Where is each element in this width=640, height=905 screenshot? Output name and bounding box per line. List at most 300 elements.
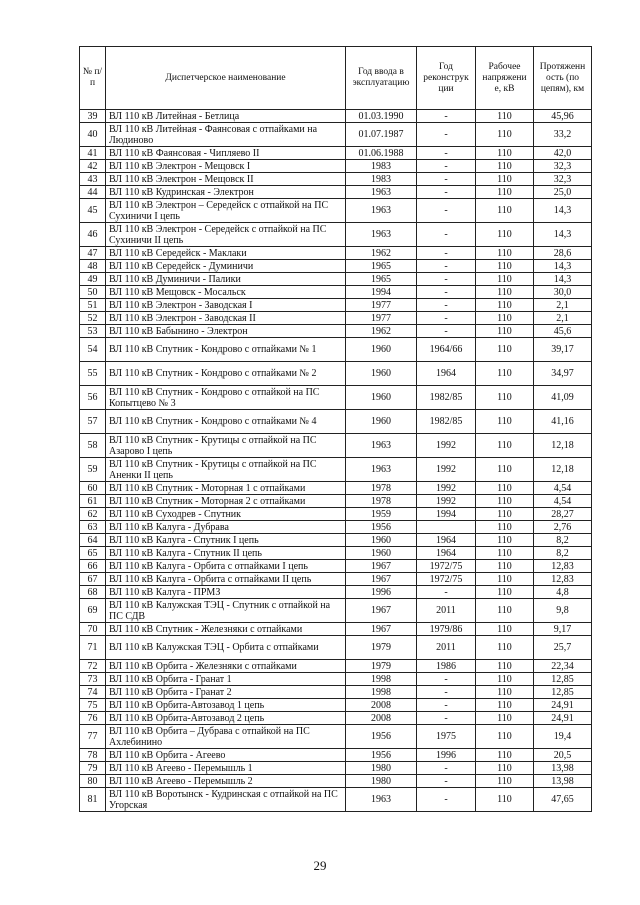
cell-line-name: ВЛ 110 кВ Калуга - Спутник II цепь bbox=[106, 547, 346, 560]
cell-voltage: 110 bbox=[476, 160, 534, 173]
cell-length: 32,3 bbox=[534, 160, 592, 173]
cell-length: 30,0 bbox=[534, 286, 592, 299]
cell-commission-year: 1983 bbox=[346, 160, 417, 173]
table-row bbox=[80, 299, 592, 312]
cell-line-name: ВЛ 110 кВ Орбита – Дубрава с отпайкой на ПС Ахлебинино bbox=[106, 725, 346, 749]
cell-commission-year: 01.07.1987 bbox=[346, 123, 417, 147]
cell-voltage: 110 bbox=[476, 286, 534, 299]
cell-reconstruction-year: 1964/66 bbox=[417, 338, 476, 362]
cell-line-name: ВЛ 110 кВ Калужская ТЭЦ - Спутник с отпайкой на ПС СДВ bbox=[106, 599, 346, 623]
table-row bbox=[80, 386, 592, 410]
cell-voltage: 110 bbox=[476, 362, 534, 386]
cell-voltage: 110 bbox=[476, 508, 534, 521]
cell-reconstruction-year: 1982/85 bbox=[417, 386, 476, 410]
cell-row-number: 53 bbox=[80, 325, 106, 338]
cell-line-name: ВЛ 110 кВ Орбита - Гранат 2 bbox=[106, 686, 346, 699]
table-row bbox=[80, 110, 592, 123]
cell-voltage: 110 bbox=[476, 725, 534, 749]
cell-length: 12,83 bbox=[534, 573, 592, 586]
cell-length: 13,98 bbox=[534, 762, 592, 775]
cell-line-name: ВЛ 110 кВ Орбита - Агеево bbox=[106, 749, 346, 762]
cell-voltage: 110 bbox=[476, 547, 534, 560]
cell-row-number: 74 bbox=[80, 686, 106, 699]
cell-voltage: 110 bbox=[476, 673, 534, 686]
cell-voltage: 110 bbox=[476, 788, 534, 812]
cell-commission-year: 1960 bbox=[346, 410, 417, 434]
cell-commission-year: 1994 bbox=[346, 286, 417, 299]
cell-length: 12,18 bbox=[534, 458, 592, 482]
cell-commission-year: 1963 bbox=[346, 434, 417, 458]
table-row bbox=[80, 599, 592, 623]
cell-reconstruction-year: 1992 bbox=[417, 458, 476, 482]
cell-row-number: 40 bbox=[80, 123, 106, 147]
cell-length: 2,76 bbox=[534, 521, 592, 534]
cell-row-number: 56 bbox=[80, 386, 106, 410]
cell-line-name: ВЛ 110 кВ Орбита-Автозавод 1 цепь bbox=[106, 699, 346, 712]
cell-row-number: 42 bbox=[80, 160, 106, 173]
cell-line-name: ВЛ 110 кВ Спутник - Моторная 1 с отпайками bbox=[106, 482, 346, 495]
cell-voltage: 110 bbox=[476, 338, 534, 362]
cell-voltage: 110 bbox=[476, 223, 534, 247]
cell-row-number: 62 bbox=[80, 508, 106, 521]
cell-commission-year: 1998 bbox=[346, 686, 417, 699]
cell-commission-year: 1967 bbox=[346, 573, 417, 586]
cell-voltage: 110 bbox=[476, 686, 534, 699]
cell-reconstruction-year: 1964 bbox=[417, 362, 476, 386]
cell-reconstruction-year: 1996 bbox=[417, 749, 476, 762]
cell-length: 39,17 bbox=[534, 338, 592, 362]
cell-voltage: 110 bbox=[476, 260, 534, 273]
cell-reconstruction-year: - bbox=[417, 686, 476, 699]
cell-reconstruction-year: 1986 bbox=[417, 660, 476, 673]
cell-length: 4,54 bbox=[534, 495, 592, 508]
cell-line-name: ВЛ 110 кВ Спутник - Кондрово с отпайкой на ПС Копытцево № 3 bbox=[106, 386, 346, 410]
cell-commission-year: 1967 bbox=[346, 560, 417, 573]
cell-line-name: ВЛ 110 кВ Суходрев - Спутник bbox=[106, 508, 346, 521]
cell-voltage: 110 bbox=[476, 495, 534, 508]
cell-commission-year: 2008 bbox=[346, 712, 417, 725]
cell-commission-year: 1956 bbox=[346, 749, 417, 762]
cell-length: 33,2 bbox=[534, 123, 592, 147]
cell-row-number: 49 bbox=[80, 273, 106, 286]
cell-row-number: 64 bbox=[80, 534, 106, 547]
cell-commission-year: 1960 bbox=[346, 534, 417, 547]
table-row bbox=[80, 325, 592, 338]
cell-line-name: ВЛ 110 кВ Спутник - Кондрово с отпайками № 4 bbox=[106, 410, 346, 434]
cell-row-number: 61 bbox=[80, 495, 106, 508]
cell-row-number: 51 bbox=[80, 299, 106, 312]
cell-reconstruction-year bbox=[417, 521, 476, 534]
cell-voltage: 110 bbox=[476, 521, 534, 534]
cell-commission-year: 1962 bbox=[346, 247, 417, 260]
cell-reconstruction-year: 1972/75 bbox=[417, 573, 476, 586]
table-row bbox=[80, 160, 592, 173]
cell-reconstruction-year: - bbox=[417, 223, 476, 247]
header-voltage: Рабочее напряжени е, кВ bbox=[476, 47, 534, 110]
table-row bbox=[80, 788, 592, 812]
cell-line-name: ВЛ 110 кВ Спутник - Крутицы с отпайкой на ПС Азарово I цепь bbox=[106, 434, 346, 458]
cell-length: 4,54 bbox=[534, 482, 592, 495]
cell-length: 12,18 bbox=[534, 434, 592, 458]
cell-commission-year: 01.06.1988 bbox=[346, 147, 417, 160]
cell-length: 12,83 bbox=[534, 560, 592, 573]
cell-row-number: 55 bbox=[80, 362, 106, 386]
table-row bbox=[80, 521, 592, 534]
cell-voltage: 110 bbox=[476, 712, 534, 725]
cell-reconstruction-year: - bbox=[417, 699, 476, 712]
cell-commission-year: 1956 bbox=[346, 521, 417, 534]
cell-row-number: 63 bbox=[80, 521, 106, 534]
cell-voltage: 110 bbox=[476, 434, 534, 458]
cell-row-number: 80 bbox=[80, 775, 106, 788]
cell-commission-year: 1979 bbox=[346, 636, 417, 660]
cell-row-number: 46 bbox=[80, 223, 106, 247]
cell-voltage: 110 bbox=[476, 299, 534, 312]
cell-reconstruction-year: 1972/75 bbox=[417, 560, 476, 573]
cell-line-name: ВЛ 110 кВ Электрон - Мещовск I bbox=[106, 160, 346, 173]
cell-voltage: 110 bbox=[476, 199, 534, 223]
cell-voltage: 110 bbox=[476, 410, 534, 434]
cell-line-name: ВЛ 110 кВ Электрон - Заводская I bbox=[106, 299, 346, 312]
cell-reconstruction-year: - bbox=[417, 712, 476, 725]
cell-reconstruction-year: 1964 bbox=[417, 547, 476, 560]
cell-length: 14,3 bbox=[534, 199, 592, 223]
cell-row-number: 66 bbox=[80, 560, 106, 573]
cell-length: 2,1 bbox=[534, 312, 592, 325]
cell-reconstruction-year: 1992 bbox=[417, 482, 476, 495]
cell-length: 28,27 bbox=[534, 508, 592, 521]
cell-commission-year: 1978 bbox=[346, 482, 417, 495]
cell-voltage: 110 bbox=[476, 173, 534, 186]
cell-voltage: 110 bbox=[476, 762, 534, 775]
cell-length: 25,7 bbox=[534, 636, 592, 660]
cell-reconstruction-year: - bbox=[417, 123, 476, 147]
header-year-in: Год ввода в эксплуатацию bbox=[346, 47, 417, 110]
cell-row-number: 79 bbox=[80, 762, 106, 775]
cell-row-number: 77 bbox=[80, 725, 106, 749]
cell-line-name: ВЛ 110 кВ Середейск - Маклаки bbox=[106, 247, 346, 260]
table-row bbox=[80, 560, 592, 573]
table-row bbox=[80, 636, 592, 660]
cell-voltage: 110 bbox=[476, 325, 534, 338]
cell-reconstruction-year: - bbox=[417, 173, 476, 186]
cell-voltage: 110 bbox=[476, 623, 534, 636]
cell-reconstruction-year: - bbox=[417, 299, 476, 312]
table-row bbox=[80, 775, 592, 788]
cell-length: 32,3 bbox=[534, 173, 592, 186]
cell-row-number: 68 bbox=[80, 586, 106, 599]
cell-length: 8,2 bbox=[534, 547, 592, 560]
cell-reconstruction-year: - bbox=[417, 147, 476, 160]
cell-line-name: ВЛ 110 кВ Воротынск - Кудринская с отпайкой на ПС Угорская bbox=[106, 788, 346, 812]
cell-row-number: 71 bbox=[80, 636, 106, 660]
cell-line-name: ВЛ 110 кВ Электрон – Середейск с отпайкой на ПС Сухиничи I цепь bbox=[106, 199, 346, 223]
table-row bbox=[80, 749, 592, 762]
cell-row-number: 58 bbox=[80, 434, 106, 458]
table-row bbox=[80, 699, 592, 712]
cell-reconstruction-year: - bbox=[417, 110, 476, 123]
cell-row-number: 70 bbox=[80, 623, 106, 636]
table-row bbox=[80, 547, 592, 560]
table-row bbox=[80, 623, 592, 636]
cell-reconstruction-year: - bbox=[417, 186, 476, 199]
header-num: № п/п bbox=[80, 47, 106, 110]
cell-commission-year: 1960 bbox=[346, 362, 417, 386]
cell-length: 47,65 bbox=[534, 788, 592, 812]
table-row bbox=[80, 186, 592, 199]
cell-length: 34,97 bbox=[534, 362, 592, 386]
cell-commission-year: 1977 bbox=[346, 299, 417, 312]
cell-voltage: 110 bbox=[476, 123, 534, 147]
table-row bbox=[80, 223, 592, 247]
cell-voltage: 110 bbox=[476, 599, 534, 623]
cell-row-number: 50 bbox=[80, 286, 106, 299]
cell-voltage: 110 bbox=[476, 775, 534, 788]
cell-commission-year: 1967 bbox=[346, 599, 417, 623]
cell-line-name: ВЛ 110 кВ Литейная - Фаянсовая с отпайками на Людиново bbox=[106, 123, 346, 147]
cell-commission-year: 1977 bbox=[346, 312, 417, 325]
header-year-rec: Год реконструк ции bbox=[417, 47, 476, 110]
table-row bbox=[80, 673, 592, 686]
cell-reconstruction-year: 1979/86 bbox=[417, 623, 476, 636]
cell-line-name: ВЛ 110 кВ Мещовск - Мосальск bbox=[106, 286, 346, 299]
cell-voltage: 110 bbox=[476, 636, 534, 660]
cell-row-number: 81 bbox=[80, 788, 106, 812]
cell-row-number: 65 bbox=[80, 547, 106, 560]
cell-commission-year: 1983 bbox=[346, 173, 417, 186]
table-row bbox=[80, 123, 592, 147]
table-row bbox=[80, 410, 592, 434]
table-row bbox=[80, 725, 592, 749]
cell-row-number: 45 bbox=[80, 199, 106, 223]
cell-line-name: ВЛ 110 кВ Спутник - Кондрово с отпайками № 1 bbox=[106, 338, 346, 362]
cell-commission-year: 1967 bbox=[346, 623, 417, 636]
table-row bbox=[80, 495, 592, 508]
table-row bbox=[80, 434, 592, 458]
cell-length: 41,16 bbox=[534, 410, 592, 434]
cell-length: 14,3 bbox=[534, 223, 592, 247]
table-row bbox=[80, 273, 592, 286]
cell-voltage: 110 bbox=[476, 699, 534, 712]
table-row bbox=[80, 762, 592, 775]
cell-commission-year: 1963 bbox=[346, 223, 417, 247]
table-row bbox=[80, 660, 592, 673]
table-row bbox=[80, 338, 592, 362]
cell-row-number: 48 bbox=[80, 260, 106, 273]
cell-length: 13,98 bbox=[534, 775, 592, 788]
cell-commission-year: 1998 bbox=[346, 673, 417, 686]
cell-reconstruction-year: - bbox=[417, 160, 476, 173]
header-name: Диспетчерское наименование bbox=[106, 47, 346, 110]
cell-reconstruction-year: - bbox=[417, 762, 476, 775]
cell-commission-year: 01.03.1990 bbox=[346, 110, 417, 123]
cell-voltage: 110 bbox=[476, 560, 534, 573]
cell-voltage: 110 bbox=[476, 749, 534, 762]
cell-commission-year: 1963 bbox=[346, 199, 417, 223]
cell-row-number: 47 bbox=[80, 247, 106, 260]
cell-length: 24,91 bbox=[534, 699, 592, 712]
cell-length: 24,91 bbox=[534, 712, 592, 725]
cell-length: 41,09 bbox=[534, 386, 592, 410]
cell-length: 9,17 bbox=[534, 623, 592, 636]
cell-commission-year: 1956 bbox=[346, 725, 417, 749]
cell-row-number: 78 bbox=[80, 749, 106, 762]
cell-reconstruction-year: - bbox=[417, 199, 476, 223]
cell-voltage: 110 bbox=[476, 273, 534, 286]
table-row bbox=[80, 586, 592, 599]
cell-reconstruction-year: 1992 bbox=[417, 495, 476, 508]
cell-length: 42,0 bbox=[534, 147, 592, 160]
cell-reconstruction-year: 1982/85 bbox=[417, 410, 476, 434]
cell-commission-year: 1963 bbox=[346, 186, 417, 199]
cell-reconstruction-year: - bbox=[417, 673, 476, 686]
table-row bbox=[80, 312, 592, 325]
cell-voltage: 110 bbox=[476, 247, 534, 260]
cell-line-name: ВЛ 110 кВ Спутник - Моторная 2 с отпайками bbox=[106, 495, 346, 508]
cell-line-name: ВЛ 110 кВ Калуга - Дубрава bbox=[106, 521, 346, 534]
cell-commission-year: 1960 bbox=[346, 386, 417, 410]
cell-length: 45,96 bbox=[534, 110, 592, 123]
cell-reconstruction-year: - bbox=[417, 775, 476, 788]
cell-row-number: 44 bbox=[80, 186, 106, 199]
cell-line-name: ВЛ 110 кВ Бабынино - Электрон bbox=[106, 325, 346, 338]
table-row bbox=[80, 260, 592, 273]
cell-line-name: ВЛ 110 кВ Агеево - Перемышль 1 bbox=[106, 762, 346, 775]
table-row bbox=[80, 508, 592, 521]
power-lines-table bbox=[79, 46, 592, 812]
cell-row-number: 57 bbox=[80, 410, 106, 434]
cell-commission-year: 2008 bbox=[346, 699, 417, 712]
cell-row-number: 69 bbox=[80, 599, 106, 623]
cell-length: 4,8 bbox=[534, 586, 592, 599]
table-row bbox=[80, 458, 592, 482]
table-row bbox=[80, 147, 592, 160]
cell-commission-year: 1980 bbox=[346, 762, 417, 775]
cell-length: 14,3 bbox=[534, 260, 592, 273]
cell-row-number: 41 bbox=[80, 147, 106, 160]
cell-voltage: 110 bbox=[476, 573, 534, 586]
cell-row-number: 60 bbox=[80, 482, 106, 495]
cell-reconstruction-year: - bbox=[417, 286, 476, 299]
cell-row-number: 39 bbox=[80, 110, 106, 123]
cell-row-number: 75 bbox=[80, 699, 106, 712]
cell-line-name: ВЛ 110 кВ Думиничи - Палики bbox=[106, 273, 346, 286]
cell-reconstruction-year: - bbox=[417, 247, 476, 260]
cell-length: 20,5 bbox=[534, 749, 592, 762]
table-row bbox=[80, 573, 592, 586]
cell-reconstruction-year: 1964 bbox=[417, 534, 476, 547]
cell-length: 9,8 bbox=[534, 599, 592, 623]
cell-line-name: ВЛ 110 кВ Калуга - Орбита с отпайками I цепь bbox=[106, 560, 346, 573]
cell-reconstruction-year: 1992 bbox=[417, 434, 476, 458]
cell-line-name: ВЛ 110 кВ Калужская ТЭЦ - Орбита с отпайками bbox=[106, 636, 346, 660]
cell-voltage: 110 bbox=[476, 110, 534, 123]
table-row bbox=[80, 712, 592, 725]
table-header-row bbox=[80, 47, 592, 110]
cell-line-name: ВЛ 110 кВ Кудринская - Электрон bbox=[106, 186, 346, 199]
cell-line-name: ВЛ 110 кВ Фаянсовая - Чипляево II bbox=[106, 147, 346, 160]
cell-length: 2,1 bbox=[534, 299, 592, 312]
cell-reconstruction-year: - bbox=[417, 260, 476, 273]
cell-length: 12,85 bbox=[534, 673, 592, 686]
cell-voltage: 110 bbox=[476, 586, 534, 599]
cell-line-name: ВЛ 110 кВ Середейск - Думиничи bbox=[106, 260, 346, 273]
cell-commission-year: 1959 bbox=[346, 508, 417, 521]
cell-length: 22,34 bbox=[534, 660, 592, 673]
cell-reconstruction-year: - bbox=[417, 312, 476, 325]
cell-commission-year: 1965 bbox=[346, 260, 417, 273]
table-row bbox=[80, 482, 592, 495]
cell-voltage: 110 bbox=[476, 386, 534, 410]
cell-voltage: 110 bbox=[476, 147, 534, 160]
cell-line-name: ВЛ 110 кВ Калуга - Спутник I цепь bbox=[106, 534, 346, 547]
cell-line-name: ВЛ 110 кВ Электрон - Заводская II bbox=[106, 312, 346, 325]
cell-commission-year: 1980 bbox=[346, 775, 417, 788]
cell-reconstruction-year: 2011 bbox=[417, 636, 476, 660]
cell-line-name: ВЛ 110 кВ Спутник - Железняки с отпайками bbox=[106, 623, 346, 636]
table-body bbox=[80, 110, 592, 812]
cell-reconstruction-year: - bbox=[417, 325, 476, 338]
cell-commission-year: 1978 bbox=[346, 495, 417, 508]
cell-row-number: 72 bbox=[80, 660, 106, 673]
cell-line-name: ВЛ 110 кВ Калуга - ПРМЗ bbox=[106, 586, 346, 599]
cell-line-name: ВЛ 110 кВ Орбита - Гранат 1 bbox=[106, 673, 346, 686]
cell-length: 25,0 bbox=[534, 186, 592, 199]
table-row bbox=[80, 362, 592, 386]
cell-length: 19,4 bbox=[534, 725, 592, 749]
cell-commission-year: 1963 bbox=[346, 788, 417, 812]
table-row bbox=[80, 686, 592, 699]
table-row bbox=[80, 173, 592, 186]
cell-reconstruction-year: 2011 bbox=[417, 599, 476, 623]
cell-length: 14,3 bbox=[534, 273, 592, 286]
cell-voltage: 110 bbox=[476, 534, 534, 547]
cell-line-name: ВЛ 110 кВ Электрон - Мещовск II bbox=[106, 173, 346, 186]
cell-commission-year: 1965 bbox=[346, 273, 417, 286]
page-number: 29 bbox=[313, 858, 327, 873]
cell-line-name: ВЛ 110 кВ Спутник - Кондрово с отпайками № 2 bbox=[106, 362, 346, 386]
cell-reconstruction-year: - bbox=[417, 273, 476, 286]
cell-commission-year: 1962 bbox=[346, 325, 417, 338]
cell-line-name: ВЛ 110 кВ Электрон - Середейск с отпайкой на ПС Сухиничи II цепь bbox=[106, 223, 346, 247]
cell-reconstruction-year: 1994 bbox=[417, 508, 476, 521]
cell-voltage: 110 bbox=[476, 482, 534, 495]
table-row bbox=[80, 247, 592, 260]
cell-line-name: ВЛ 110 кВ Литейная - Бетлица bbox=[106, 110, 346, 123]
cell-line-name: ВЛ 110 кВ Орбита-Автозавод 2 цепь bbox=[106, 712, 346, 725]
header-length: Протяженн ость (по цепям), км bbox=[534, 47, 592, 110]
cell-row-number: 52 bbox=[80, 312, 106, 325]
cell-reconstruction-year: 1975 bbox=[417, 725, 476, 749]
cell-reconstruction-year: - bbox=[417, 788, 476, 812]
cell-length: 12,85 bbox=[534, 686, 592, 699]
cell-commission-year: 1960 bbox=[346, 547, 417, 560]
cell-length: 28,6 bbox=[534, 247, 592, 260]
cell-line-name: ВЛ 110 кВ Спутник - Крутицы с отпайкой на ПС Аненки II цепь bbox=[106, 458, 346, 482]
cell-voltage: 110 bbox=[476, 186, 534, 199]
cell-row-number: 76 bbox=[80, 712, 106, 725]
cell-line-name: ВЛ 110 кВ Орбита - Железняки с отпайками bbox=[106, 660, 346, 673]
cell-commission-year: 1996 bbox=[346, 586, 417, 599]
cell-line-name: ВЛ 110 кВ Агеево - Перемышль 2 bbox=[106, 775, 346, 788]
table-row bbox=[80, 286, 592, 299]
cell-row-number: 59 bbox=[80, 458, 106, 482]
cell-commission-year: 1979 bbox=[346, 660, 417, 673]
cell-row-number: 43 bbox=[80, 173, 106, 186]
cell-row-number: 73 bbox=[80, 673, 106, 686]
cell-voltage: 110 bbox=[476, 660, 534, 673]
table-row bbox=[80, 534, 592, 547]
